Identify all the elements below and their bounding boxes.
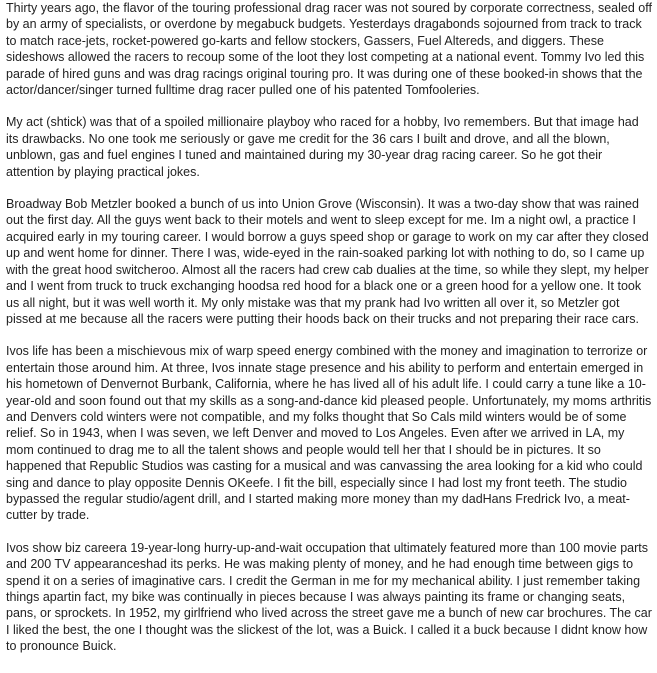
paragraph-4: Ivos life has been a mischievous mix of warp speed energy combined with the money and imagination to terrorize or entertain those around him. At three, Ivos innate stage presence and his ability to perform and entertain emerged in his hometown of Denvernot Burbank, California, where he has lived all of his adult life. I could carry a tune like a 10-year-old and soon found out that my skills as a song-and-dance kid pleased people. Unfortunately, my moms arthritis and Denvers cold winters were not compatible, and my folks thought that So Cals mild winters would be of some relief. So in 1943, when I was seven, we left Denver and moved to Los Angeles. Even after we arrived in LA, my mom continued to drag me to all the talent shows and people would tell her that I should be in pictures. It so happened that Republic Studios was casting for a musical and was canvassing the area looking for a kid who could sing and dance to play opposite Dennis OKeefe. I fit the bill, especially since I had lost my front teeth. The studio bypassed the regular studio/agent drill, and I started making more money than my dadHans Fredrick Ivo, a meat-cutter by trade. [6, 344, 652, 523]
paragraph-1: Thirty years ago, the flavor of the touring professional drag racer was not soured by corporate correctness, sealed off by an army of specialists, or overdone by megabuck budgets. Yesterdays dragabonds sojourned from track to track to match race-jets, rocket-powered go-karts and fellow stockers, Gassers, Fuel Altereds, and diggers. These sideshows allowed the racers to recoup some of the loot they lost competing at a national event. Tommy Ivo led this parade of hired guns and was drag racings original touring pro. It was during one of these booked-in shows that the actor/dancer/singer turned fulltime drag racer pulled one of his patented Tomfooleries. [6, 1, 652, 98]
paragraph-5: Ivos show biz careera 19-year-long hurry-up-and-wait occupation that ultimately featured more than 100 movie parts and 200 TV appearanceshad its perks. He was making plenty of money, and he had enough time between gigs to spend it on a series of imaginative cars. I credit the German in me for my mechanical ability. I just remember taking things apartin fact, my bike was continually in pieces because I was always painting its frame or changing seats, pans, or sprockets. In 1952, my girlfriend who lived across the street gave me a bunch of new car brochures. The car I liked the best, the one I thought was the slickest of the lot, was a Buick. I called it a buck because I didnt know how to pronounce Buick. [6, 540, 652, 654]
paragraph-3: Broadway Bob Metzler booked a bunch of us into Union Grove (Wisconsin). It was a two-day show that was rained out the first day. All the guys went back to their motels and went to sleep except for me. Im a night owl, a practice I acquired early in my touring career. I would borrow a guys speed shop or garage to work on my car after they closed up and went home for dinner. There I was, wide-eyed in the rain-soaked parking lot with nothing to do, so I came up with the great hood switcheroo. Almost all the racers had crew cab dualies at the time, so while they slept, my helper and I went from truck to truck exchanging hoodsa red hood for a black one or a green hood for a yellow one. It took us all night, but it was well worth it. My only mistake was that my prank had Ivo written all over it, so Metzler got pissed at me because all the racers were putting their hoods back on their trucks and not preparing their race cars. [6, 197, 649, 326]
paragraph-2: My act (shtick) was that of a spoiled millionaire playboy who raced for a hobby, Ivo remembers. But that image had its drawbacks. No one took me seriously or gave me credit for the 36 cars I built and drove, and all the blown, unblown, gas and fuel engines I tuned and maintained during my 30-year drag racing career. So he got their attention by playing practical jokes. [6, 115, 639, 179]
